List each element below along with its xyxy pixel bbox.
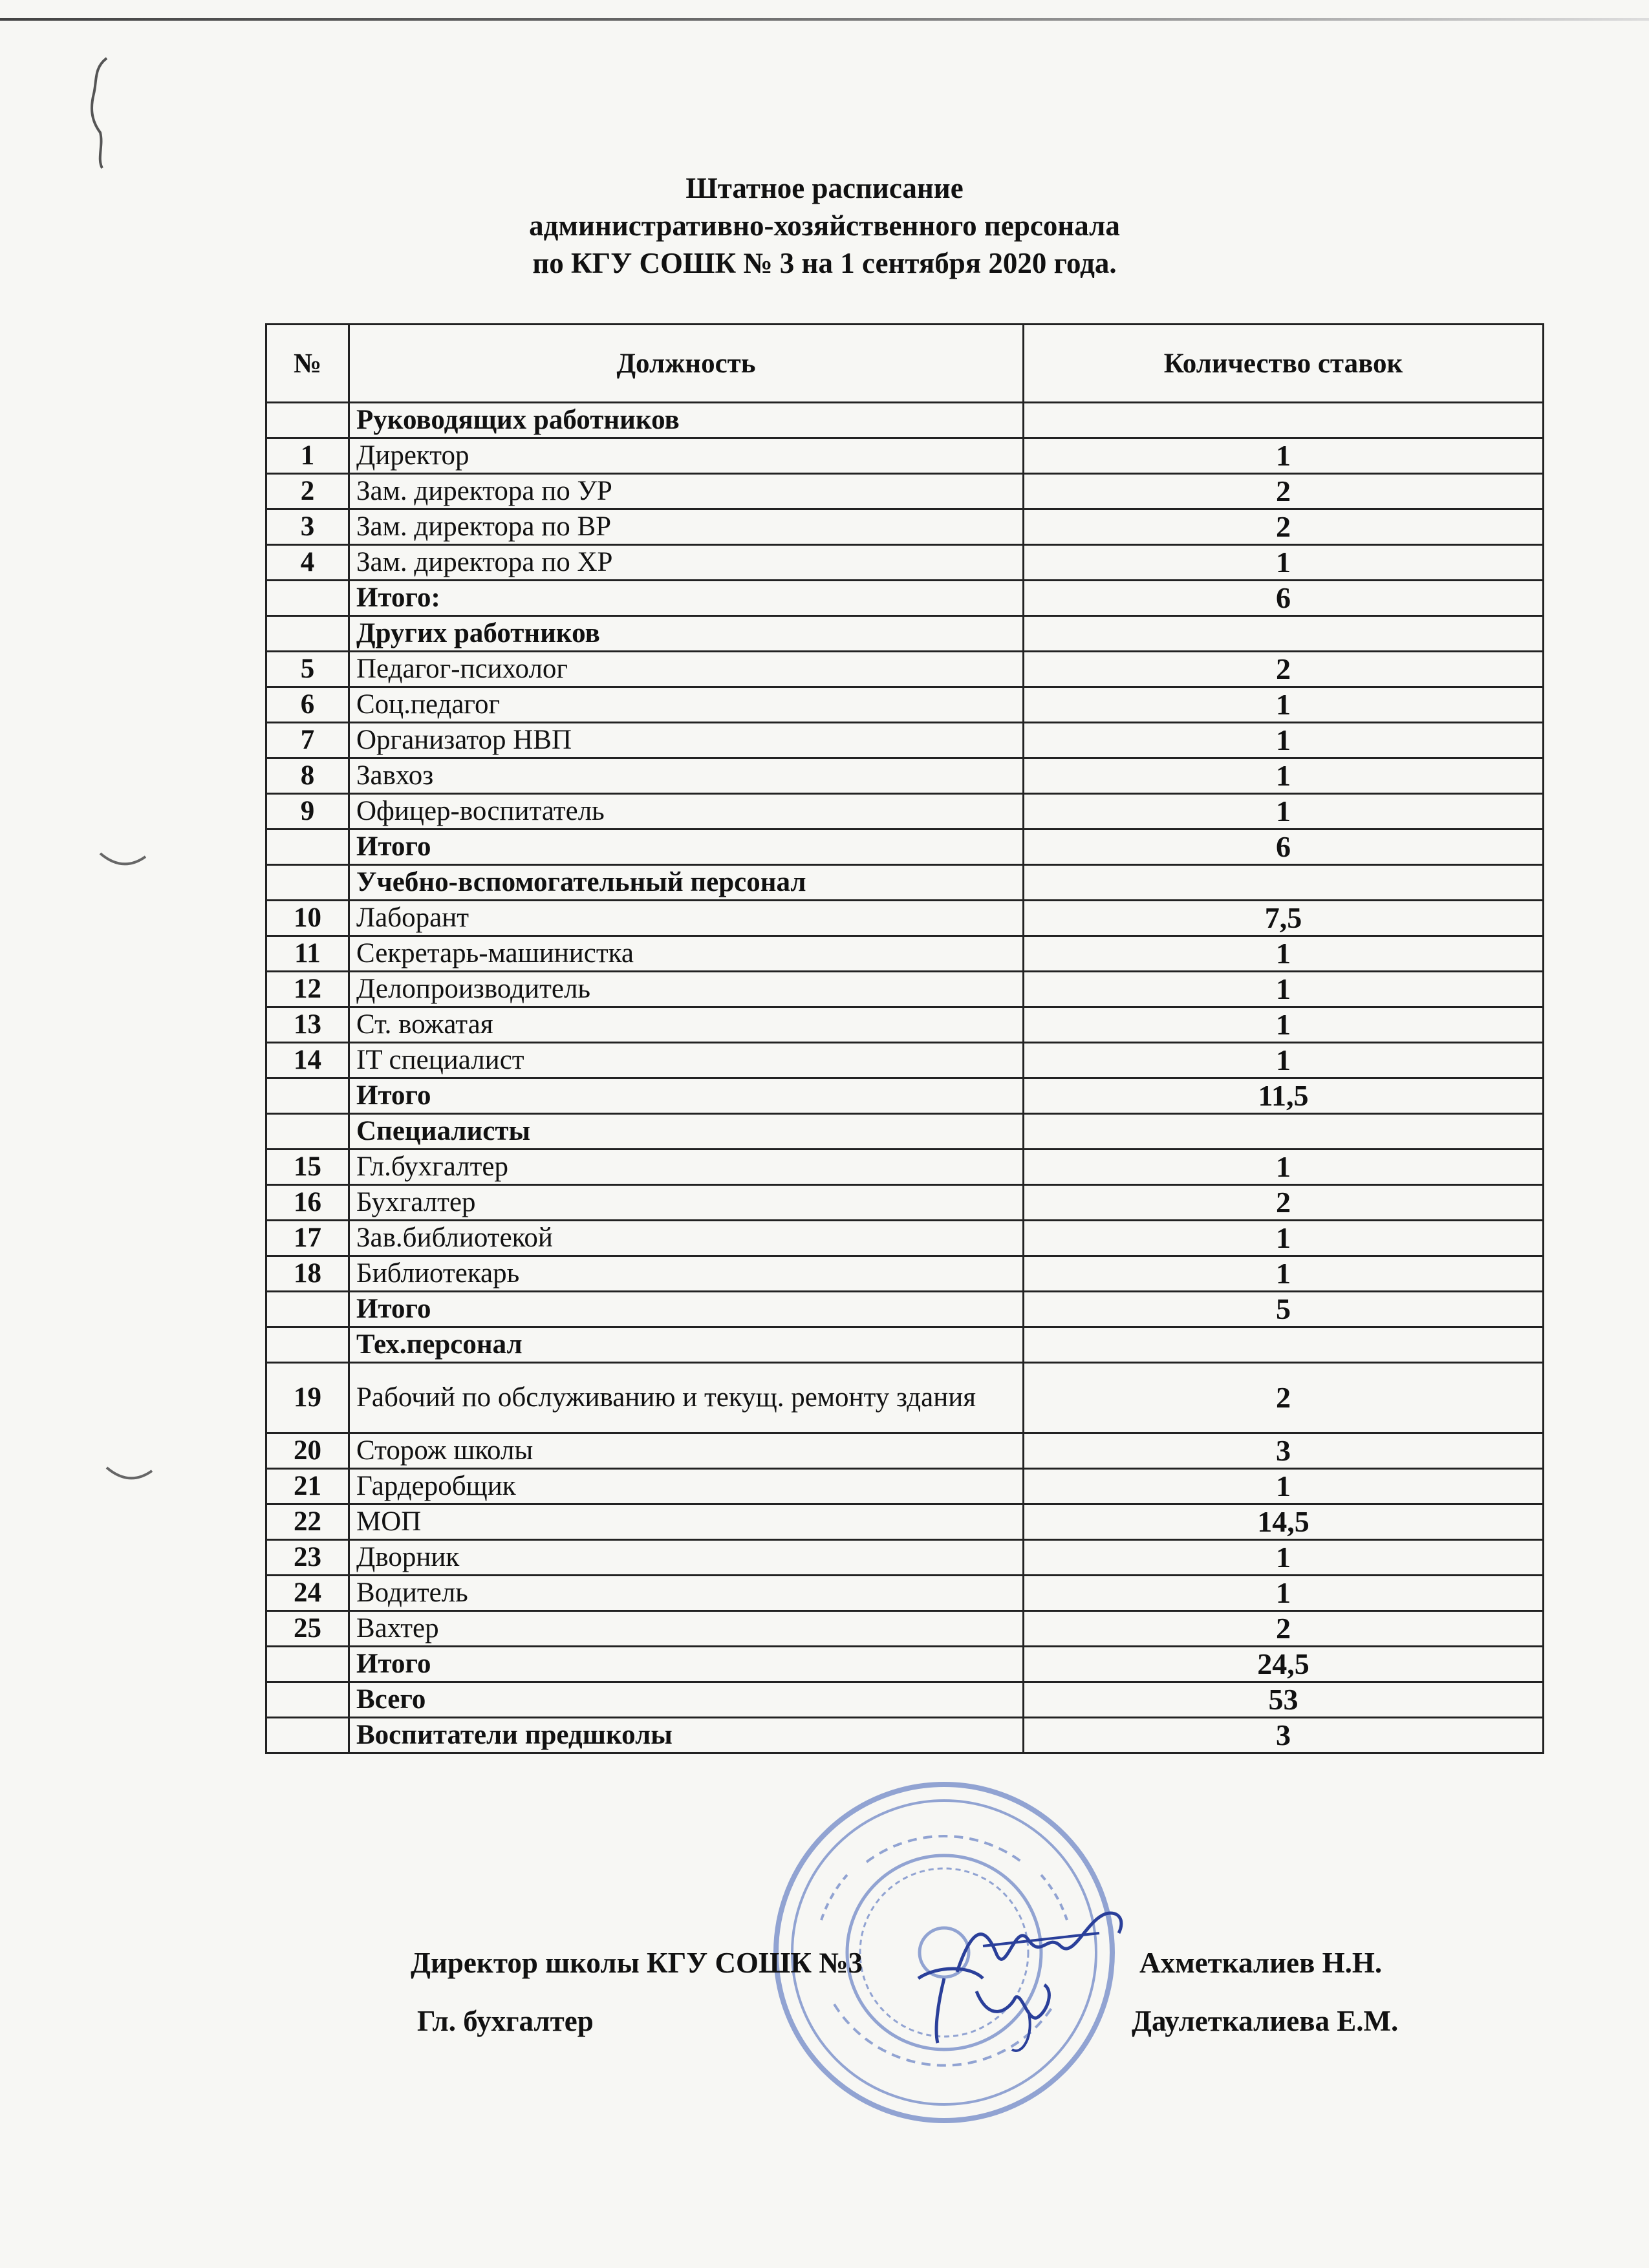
rate-count-cell: 6 <box>1024 581 1544 616</box>
rate-count-cell: 1 <box>1024 1540 1544 1576</box>
position-cell: Ст. вожатая <box>349 1007 1024 1043</box>
table-row <box>266 936 1544 972</box>
section-header-row <box>266 616 1544 652</box>
rate-count-cell <box>1024 1327 1544 1363</box>
position-cell: Руководящих работников <box>349 403 1024 438</box>
row-number-cell <box>266 1292 349 1327</box>
rate-count-cell: 1 <box>1024 1256 1544 1292</box>
table-row <box>266 1540 1544 1576</box>
table-row <box>266 1469 1544 1504</box>
position-cell: Бухгалтер <box>349 1185 1024 1221</box>
position-cell: Организатор НВП <box>349 723 1024 758</box>
rate-count-cell: 1 <box>1024 1469 1544 1504</box>
position-cell: Итого: <box>349 581 1024 616</box>
table-row <box>266 1611 1544 1647</box>
position-cell: Учебно-вспомогательный персонал <box>349 865 1024 901</box>
row-number-cell <box>266 1682 349 1718</box>
row-number-cell <box>266 403 349 438</box>
row-number-cell: 10 <box>266 901 349 936</box>
row-number-cell: 3 <box>266 509 349 545</box>
row-number-cell: 1 <box>266 438 349 474</box>
position-cell: Зам. директора по УР <box>349 474 1024 509</box>
position-cell: Тех.персонал <box>349 1327 1024 1363</box>
position-cell: Офицер-воспитатель <box>349 794 1024 829</box>
table-row <box>266 438 1544 474</box>
accountant-role: Гл. бухгалтер <box>417 2005 594 2037</box>
signature-block <box>0 1927 1649 2095</box>
row-number-cell: 5 <box>266 652 349 687</box>
position-cell: Делопроизводитель <box>349 972 1024 1007</box>
section-header-row <box>266 1327 1544 1363</box>
rate-count-cell: 53 <box>1024 1682 1544 1718</box>
table-row <box>266 972 1544 1007</box>
staff-table <box>265 323 1544 1754</box>
position-cell: Итого <box>349 1292 1024 1327</box>
position-cell: Сторож школы <box>349 1433 1024 1469</box>
position-cell: МОП <box>349 1504 1024 1540</box>
rate-count-cell: 2 <box>1024 509 1544 545</box>
rate-count-cell: 3 <box>1024 1718 1544 1753</box>
row-number-cell <box>266 581 349 616</box>
row-number-cell: 11 <box>266 936 349 972</box>
table-row <box>266 1221 1544 1256</box>
rate-count-cell <box>1024 865 1544 901</box>
row-number-cell: 2 <box>266 474 349 509</box>
title-line-3: по КГУ СОШК № 3 на 1 сентября 2020 года. <box>532 247 1117 279</box>
row-number-cell: 25 <box>266 1611 349 1647</box>
rate-count-cell: 1 <box>1024 1043 1544 1078</box>
position-cell: Водитель <box>349 1576 1024 1611</box>
position-cell: Соц.педагог <box>349 687 1024 723</box>
director-role: Директор школы КГУ СОШК №3 <box>411 1947 863 1979</box>
total-row <box>266 1718 1544 1753</box>
section-header-row <box>266 865 1544 901</box>
total-row <box>266 581 1544 616</box>
rate-count-cell: 5 <box>1024 1292 1544 1327</box>
row-number-cell: 16 <box>266 1185 349 1221</box>
position-cell: Итого <box>349 1647 1024 1682</box>
position-cell: Библиотекарь <box>349 1256 1024 1292</box>
rate-count-cell: 11,5 <box>1024 1078 1544 1114</box>
position-cell: Завхоз <box>349 758 1024 794</box>
rate-count-cell: 1 <box>1024 1007 1544 1043</box>
row-number-cell: 4 <box>266 545 349 581</box>
rate-count-cell: 2 <box>1024 1363 1544 1433</box>
row-number-cell <box>266 1114 349 1150</box>
position-cell: Зам. директора по ВР <box>349 509 1024 545</box>
rate-count-cell: 3 <box>1024 1433 1544 1469</box>
row-number-cell: 19 <box>266 1363 349 1433</box>
position-cell: Дворник <box>349 1540 1024 1576</box>
row-number-cell: 20 <box>266 1433 349 1469</box>
margin-scratch-mark <box>103 1461 155 1487</box>
row-number-cell <box>266 1647 349 1682</box>
rate-count-cell: 1 <box>1024 972 1544 1007</box>
position-cell: Гл.бухгалтер <box>349 1150 1024 1185</box>
table-row <box>266 723 1544 758</box>
table-row <box>266 1043 1544 1078</box>
rate-count-cell: 1 <box>1024 1150 1544 1185</box>
row-number-cell: 12 <box>266 972 349 1007</box>
total-row <box>266 829 1544 865</box>
table-row <box>266 1576 1544 1611</box>
rate-count-cell: 6 <box>1024 829 1544 865</box>
row-number-cell <box>266 616 349 652</box>
total-row <box>266 1078 1544 1114</box>
rate-count-cell: 14,5 <box>1024 1504 1544 1540</box>
position-cell: Вахтер <box>349 1611 1024 1647</box>
rate-count-cell: 1 <box>1024 936 1544 972</box>
rate-count-cell: 1 <box>1024 1221 1544 1256</box>
table-row <box>266 1363 1544 1433</box>
rate-count-cell: 1 <box>1024 794 1544 829</box>
row-number-cell <box>266 865 349 901</box>
title-line-2: административно-хозяйственного персонала <box>529 209 1120 242</box>
rate-count-cell: 2 <box>1024 652 1544 687</box>
position-cell: Всего <box>349 1682 1024 1718</box>
row-number-cell: 21 <box>266 1469 349 1504</box>
section-header-row <box>266 1114 1544 1150</box>
table-row <box>266 474 1544 509</box>
row-number-cell <box>266 1327 349 1363</box>
table-row <box>266 1433 1544 1469</box>
row-number-cell: 14 <box>266 1043 349 1078</box>
table-row <box>266 545 1544 581</box>
row-number-cell: 6 <box>266 687 349 723</box>
header-position: Должность <box>349 325 1024 403</box>
rate-count-cell: 2 <box>1024 1611 1544 1647</box>
rate-count-cell: 1 <box>1024 438 1544 474</box>
document-title <box>0 169 1649 282</box>
position-cell: Итого <box>349 829 1024 865</box>
rate-count-cell: 2 <box>1024 1185 1544 1221</box>
rate-count-cell: 7,5 <box>1024 901 1544 936</box>
margin-scratch-mark <box>97 847 149 873</box>
position-cell: Гардеробщик <box>349 1469 1024 1504</box>
position-cell: Секретарь-машинистка <box>349 936 1024 972</box>
header-number: № <box>266 325 349 403</box>
table-body <box>266 403 1544 1753</box>
rate-count-cell <box>1024 403 1544 438</box>
row-number-cell: 15 <box>266 1150 349 1185</box>
rate-count-cell <box>1024 1114 1544 1150</box>
rate-count-cell: 1 <box>1024 687 1544 723</box>
scan-edge-line <box>0 18 1649 21</box>
position-cell: IT специалист <box>349 1043 1024 1078</box>
section-header-row <box>266 403 1544 438</box>
header-rate-count: Количество ставок <box>1024 325 1544 403</box>
position-cell: Специалисты <box>349 1114 1024 1150</box>
table-row <box>266 1007 1544 1043</box>
table-row <box>266 758 1544 794</box>
table-row <box>266 901 1544 936</box>
row-number-cell: 7 <box>266 723 349 758</box>
position-cell: Рабочий по обслуживанию и текущ. ремонту здания <box>349 1363 1024 1433</box>
row-number-cell: 22 <box>266 1504 349 1540</box>
table-row <box>266 1504 1544 1540</box>
row-number-cell: 18 <box>266 1256 349 1292</box>
row-number-cell <box>266 1078 349 1114</box>
table-row <box>266 1185 1544 1221</box>
position-cell: Других работников <box>349 616 1024 652</box>
accountant-name: Даулеткалиева Е.М. <box>1132 2005 1399 2037</box>
row-number-cell: 9 <box>266 794 349 829</box>
total-row <box>266 1292 1544 1327</box>
director-name: Ахметкалиев Н.Н. <box>1139 1947 1383 1979</box>
table-row <box>266 1150 1544 1185</box>
position-cell: Итого <box>349 1078 1024 1114</box>
total-row <box>266 1682 1544 1718</box>
table-row <box>266 687 1544 723</box>
row-number-cell: 17 <box>266 1221 349 1256</box>
table-row <box>266 1256 1544 1292</box>
total-row <box>266 1647 1544 1682</box>
rate-count-cell: 1 <box>1024 545 1544 581</box>
row-number-cell: 24 <box>266 1576 349 1611</box>
position-cell: Воспитатели предшколы <box>349 1718 1024 1753</box>
row-number-cell <box>266 829 349 865</box>
table-row <box>266 509 1544 545</box>
position-cell: Зав.библиотекой <box>349 1221 1024 1256</box>
position-cell: Педагог-психолог <box>349 652 1024 687</box>
row-number-cell: 23 <box>266 1540 349 1576</box>
rate-count-cell: 2 <box>1024 474 1544 509</box>
rate-count-cell: 1 <box>1024 723 1544 758</box>
rate-count-cell: 1 <box>1024 758 1544 794</box>
position-cell: Зам. директора по ХР <box>349 545 1024 581</box>
row-number-cell <box>266 1718 349 1753</box>
accountant-signature <box>899 1952 1080 2062</box>
rate-count-cell <box>1024 616 1544 652</box>
rate-count-cell: 1 <box>1024 1576 1544 1611</box>
row-number-cell: 13 <box>266 1007 349 1043</box>
position-cell: Лаборант <box>349 901 1024 936</box>
position-cell: Директор <box>349 438 1024 474</box>
table-row <box>266 794 1544 829</box>
table-row <box>266 652 1544 687</box>
rate-count-cell: 24,5 <box>1024 1647 1544 1682</box>
title-line-1: Штатное расписание <box>685 172 964 204</box>
margin-bracket-mark <box>84 55 123 171</box>
row-number-cell: 8 <box>266 758 349 794</box>
table-header-row <box>266 325 1544 403</box>
